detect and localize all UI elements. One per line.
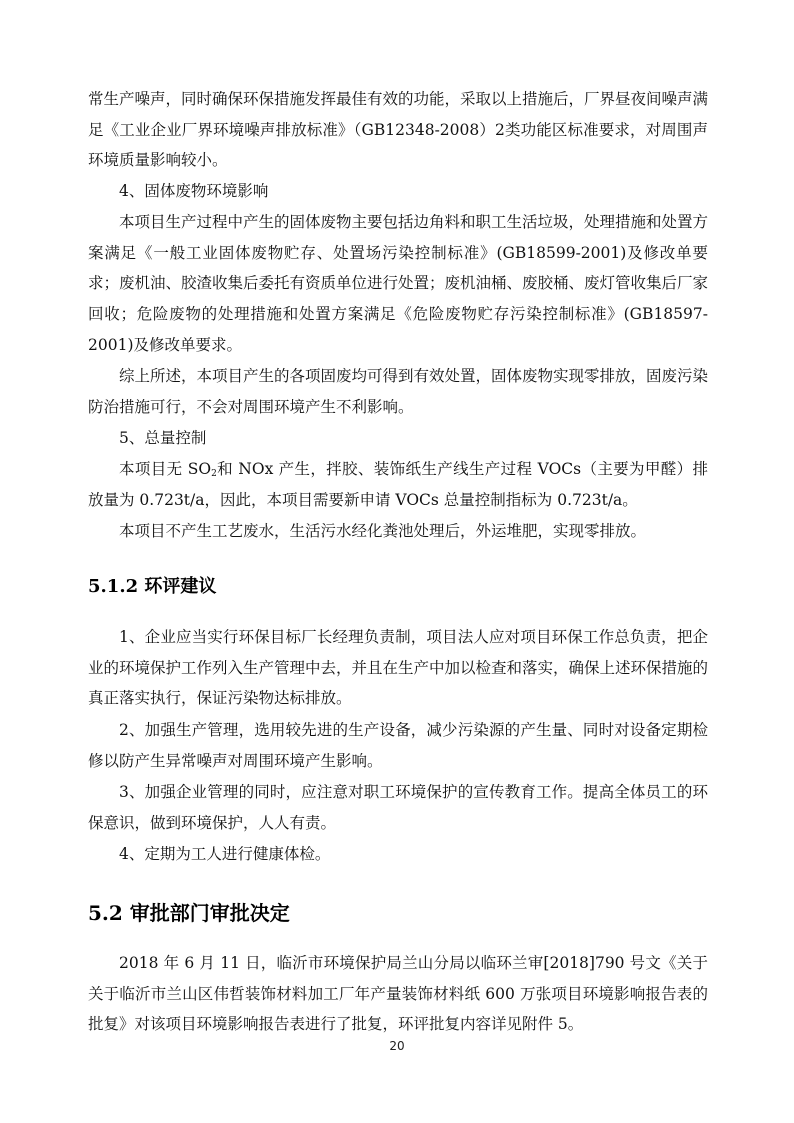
total-control-heading: 5、总量控制 [119, 429, 207, 447]
total-text-a: 本项目无 SO [119, 460, 212, 478]
total-control-paragraph-1 [88, 454, 708, 515]
so2-subscript: 2 [211, 469, 217, 479]
solid-waste-heading: 4、固体废物环境影响 [119, 182, 269, 200]
total-text-b: 和 NOx 产生，拌胶、装饰纸生产线生产过程 VOCs（主要为甲醛）排放量为 0.723t/a，因此，本项目需要新申请 VOCs 总量控制指标为 0.723t/a。 [88, 460, 708, 509]
total-control-paragraph-2: 本项目不产生工艺废水，生活污水经化粪池处理后，外运堆肥，实现零排放。 [119, 522, 647, 540]
noise-paragraph-continuation: 常生产噪声，同时确保环保措施发挥最佳有效的功能，采取以上措施后，厂界昼夜间噪声满足《工业企业厂界环境噪声排放标准》（GB12348-2008）2类功能区标准要求，对周围声环境质量影响较小。 [88, 90, 709, 170]
page-number: 20 [389, 1039, 405, 1053]
solid-waste-paragraph-2: 综上所述，本项目产生的各项固废均可得到有效处置，固体废物实现零排放，固废污染防治措施可行，不会对周围环境产生不利影响。 [88, 367, 709, 416]
approval-paragraph: 2018 年 6 月 11 日，临沂市环境保护局兰山分局以临环兰审[2018]790 号文《关于关于临沂市兰山区伟哲装饰材料加工厂年产量装饰材料纸 600 万张项目环境影响报告表的批复》对该项目环境影响报告表进行了批复，环评批复内容详见附件 5。 [88, 954, 708, 1034]
section-heading-5-1-2: 5.1.2 环评建议 [88, 576, 217, 597]
suggestion-4: 4、定期为工人进行健康体检。 [119, 845, 331, 863]
suggestion-1: 1、企业应当实行环保目标厂长经理负责制，项目法人应对项目环保工作总负责，把企业的环境保护工作列入生产管理中去，并且在生产中加以检查和落实，确保上述环保措施的真正落实执行，保证污染物达标排放。 [88, 628, 709, 708]
solid-waste-paragraph-1: 本项目生产过程中产生的固体废物主要包括边角料和职工生活垃圾，处理措施和处置方案满足《一般工业固体废物贮存、处置场污染控制标准》(GB18599-2001)及修改单要求；废机油、胶渣收集后委托有资质单位进行处置；废机油桶、废胶桶、废灯管收集后厂家回收；危险废物的处理措施和处置方案满足《危险废物贮存污染控制标准》(GB18597-2001)及修改单要求。 [88, 213, 709, 354]
suggestion-2: 2、加强生产管理，选用较先进的生产设备，减少污染源的产生量、同时对设备定期检修以防产生异常噪声对周围环境产生影响。 [88, 721, 708, 770]
section-heading-5-2: 5.2 审批部门审批决定 [88, 901, 290, 925]
suggestion-3: 3、加强企业管理的同时，应注意对职工环境保护的宣传教育工作。提高全体员工的环保意识，做到环境保护，人人有责。 [88, 783, 708, 832]
